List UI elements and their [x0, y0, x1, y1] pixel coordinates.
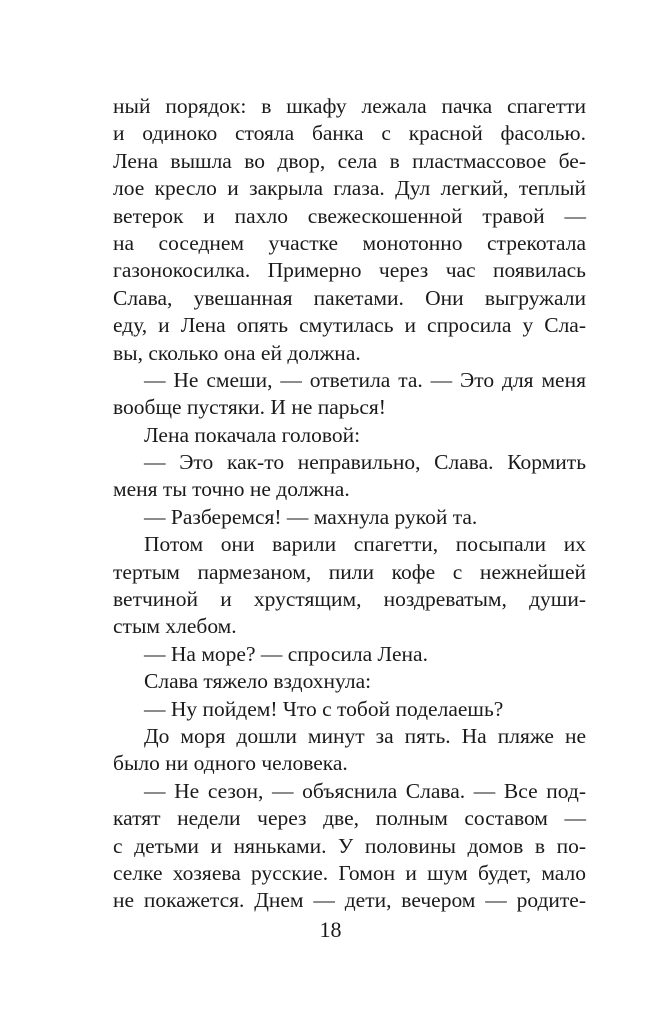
text-line: — Ну пойдем! Что с тобой поделаешь?: [144, 696, 504, 721]
text-line: еду, и Лена опять смутилась и спросила у Сла-: [113, 313, 586, 338]
text-line: Слава тяжело вздохнула:: [144, 669, 372, 694]
text-line: — Не смеши, — ответила та. — Это для меня: [144, 367, 586, 392]
text-line: — Разберемся! — махнула рукой та.: [144, 504, 478, 529]
text-line: на соседнем участке монотонно стрекотала: [113, 230, 586, 255]
text-line: стым хлебом.: [113, 614, 237, 639]
text-line: было ни одного человека.: [113, 751, 348, 776]
text-line: До моря дошли минут за пять. На пляже не: [144, 723, 586, 748]
text-line: газонокосилка. Примерно через час появилась: [113, 258, 586, 283]
text-line: катят недели через две, полным составом —: [113, 806, 586, 831]
text-line: вообще пустяки. И не парься!: [113, 395, 386, 420]
text-line: лое кресло и закрыла глаза. Дул легкий, теплый: [113, 176, 586, 201]
body-text: [113, 93, 586, 915]
text-line: — На море? — спросила Лена.: [144, 641, 428, 666]
text-line: ветчиной и хрустящим, ноздреватым, души-: [113, 587, 586, 612]
text-line: ветерок и пахло свежескошенной травой —: [113, 203, 586, 228]
text-line: — Не сезон, — объяснила Слава. — Все под-: [144, 778, 586, 803]
text-line: вы, сколько она ей должна.: [113, 340, 361, 365]
text-line: Слава, увешанная пакетами. Они выгружали: [113, 285, 586, 310]
text-line: Потом они варили спагетти, посыпали их: [144, 532, 586, 557]
text-line: селке хозяева русские. Гомон и шум будет, мало: [113, 860, 586, 885]
text-line: тертым пармезаном, пили кофе с нежнейшей: [113, 559, 586, 584]
page-number: 18: [319, 917, 342, 942]
text-line: с детьми и няньками. У половины домов в по-: [113, 833, 586, 858]
text-line: Лена покачала головой:: [144, 422, 361, 447]
text-line: меня ты точно не должна.: [113, 477, 350, 502]
text-line: не покажется. Днем — дети, вечером — родите-: [113, 888, 586, 913]
text-line: ный порядок: в шкафу лежала пачка спагетти: [113, 94, 586, 118]
text-line: и одиноко стояла банка с красной фасолью.: [113, 121, 586, 146]
text-line: Лена вышла во двор, села в пластмассовое бе-: [113, 148, 586, 173]
text-line: — Это как-то неправильно, Слава. Кормить: [144, 450, 586, 475]
